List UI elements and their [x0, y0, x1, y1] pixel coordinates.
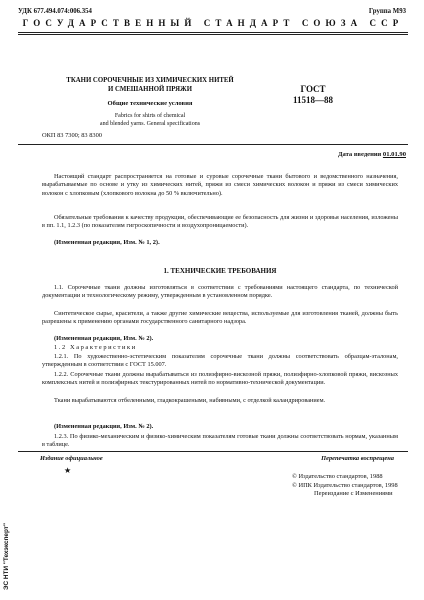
section-1-heading: 1. ТЕХНИЧЕСКИЕ ТРЕБОВАНИЯ [163, 267, 277, 275]
state-standard-heading: ГОСУДАРСТВЕННЫЙ СТАНДАРТ СОЮЗА ССР [22, 18, 404, 28]
okp-code: ОКП 83 7300; 83 8300 [42, 132, 103, 139]
paragraph-1-2-1: 1.2.1. По художественно-эстетическим показателям сорочечные ткани должны соответствовать образцам-эталонам, утвержденным в соответствии с ГОСТ 15.007. [42, 353, 398, 369]
group-code: Группа М93 [368, 8, 406, 15]
header-rule-bottom [18, 34, 408, 35]
paragraph-1-1: 1.1. Сорочечные ткани должны изготовляться в соответствии с требованиями настоящего стандарта, по технической документации и технологическому режиму, утвержденным в установленном порядке. [42, 284, 398, 300]
paragraph-1-1-continued: Синтетическое сырье, красители, а также другие химические вещества, используемые для изготовления тканей, должны быть разрешены к применению органами государственного санитарного надзора. [42, 310, 398, 326]
amendment-note-3: (Измененная редакция, Изм. № 2). [54, 423, 154, 430]
amendment-note-2: (Измененная редакция, Изм. № 2). [54, 335, 154, 342]
amendment-note-1: (Измененная редакция, Изм. № 1, 2). [54, 239, 160, 246]
paragraph-1-2-3: 1.2.3. По физико-механическим и физико-химическим показателям готовые ткани должны соответствовать нормам, указанным в таблице. [42, 433, 398, 449]
intro-paragraph-2: Обязательные требования к качеству продукции, обеспечивающие ее безопасность для жизни и здоровья населения, изложены в пп. 1.1, 1.2.3 (по показателям гигроскопичности и воздухопроницаемости). [42, 214, 398, 230]
reprint-prohibited-label: Перепечатка воспрещена [321, 455, 394, 462]
document-title [40, 76, 260, 94]
reissue-line: Переиздание с Изменениями [314, 490, 393, 498]
english-title-line-1: Fabrics for shirts of chemical [114, 113, 186, 119]
english-title-line-2: and blended yarns. General specifications [99, 120, 201, 127]
english-title [40, 113, 260, 128]
header-rule-top [18, 32, 408, 33]
gost-label: ГОСТ [300, 84, 326, 94]
gost-designation [268, 84, 358, 106]
copyright-line-1: © Издательство стандартов, 1988 [292, 473, 383, 480]
copyright-block [292, 473, 398, 499]
title-block-rule [18, 144, 408, 145]
paragraph-1-2-2: 1.2.2. Сорочечные ткани должны вырабатываться из полиэфирно-вискозной пряжи, полиэфирно-хлопковой пряжи, вискозных комплексных нитей и полиэфирных текстурированных нитей по нормативно-технической документации. [42, 371, 398, 387]
introduction-date [338, 151, 406, 158]
gost-number: 11518—88 [292, 95, 333, 105]
paragraph-1-2-2-continued: Ткани вырабатываются отбеленными, гладкокрашеными, набивными, с отделкой каландрированием. [54, 397, 326, 404]
side-stamp: ЭС НТИ "Техэксперт" [3, 523, 10, 590]
introduction-date-label: Дата введения [337, 151, 382, 158]
intro-paragraph-1: Настоящий стандарт распространяется на готовые и суровые сорочечные ткани бытового и ведомственного назначения, вырабатываемые по основе и утку из химических нитей, пряжи из смеси химических волокон и пряжи из смеси химических волокон с хлопковым (хлопкового волокна до 50 % включительно). [42, 173, 398, 197]
star-icon: ★ [64, 466, 72, 475]
official-edition-label: Издание официальное [40, 455, 103, 462]
title-line-2: И СМЕШАННОЙ ПРЯЖИ [107, 86, 193, 93]
document-subtitle: Общие технические условия [107, 100, 193, 107]
introduction-date-value: 01.01.90 [382, 151, 406, 158]
footer-rule [18, 451, 408, 452]
copyright-line-2: © ИПК Издательство стандартов, 1998 [292, 481, 398, 489]
title-line-1: ТКАНИ СОРОЧЕЧНЫЕ ИЗ ХИМИЧЕСКИХ НИТЕЙ [66, 77, 234, 84]
udc-code: УДК 677.494.074:006.354 [18, 8, 92, 15]
paragraph-1-2-heading: 1.2 Характеристики [54, 344, 137, 351]
